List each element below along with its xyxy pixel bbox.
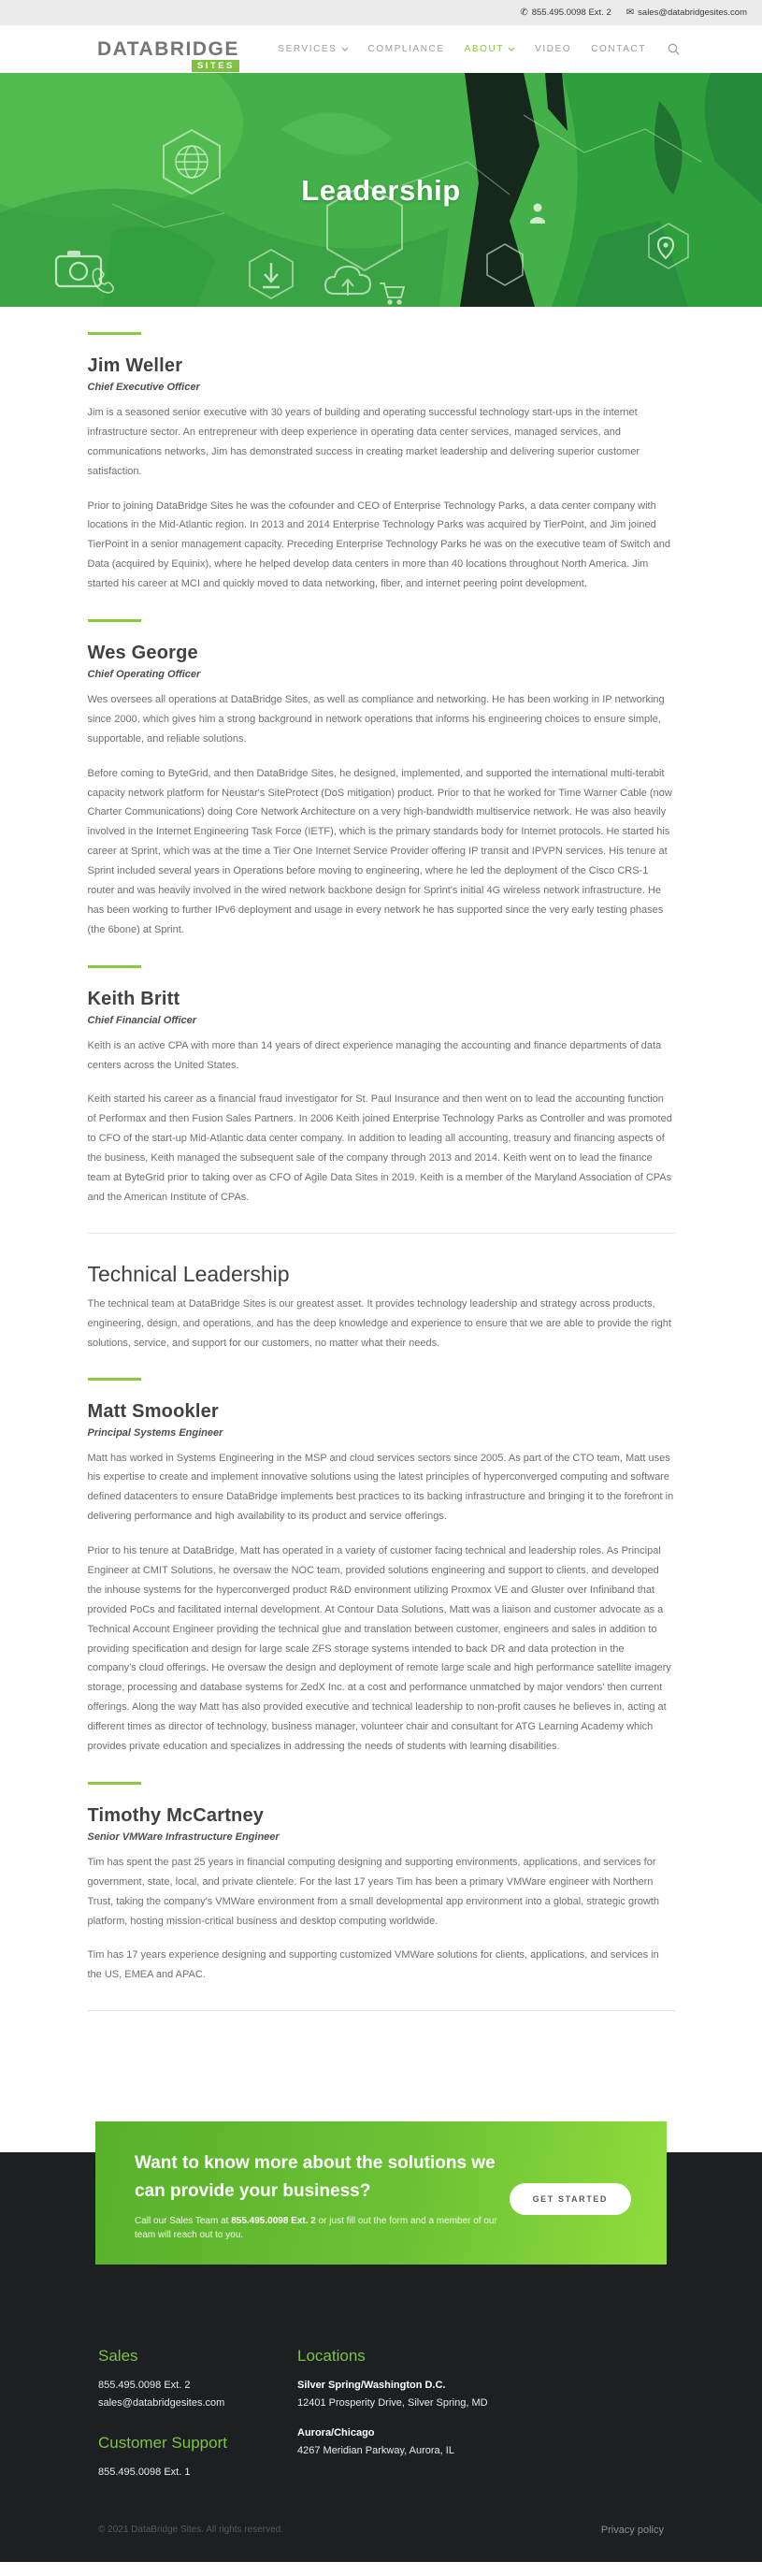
location-name: Silver Spring/Washington D.C. [297, 2380, 446, 2392]
nav-contact[interactable]: CONTACT [591, 44, 646, 54]
footer-contact-column [98, 2347, 297, 2482]
leader-name: Keith Britt [87, 988, 180, 1009]
leader-name: Wes George [87, 643, 198, 664]
leadership-content [88, 307, 675, 2121]
customer-support-heading: Customer Support [98, 2433, 227, 2452]
location-name: Aurora/Chicago [297, 2426, 375, 2439]
technical-leadership-heading: Technical Leadership [87, 1261, 290, 1286]
cta-heading: Want to know more about the solutions we can provide your business? [135, 2153, 496, 2201]
bio-paragraph: Prior to his tenure at DataBridge, Matt has operated in a variety of customer facing technical and leadership roles. As Principal Engineer at CMIT Solutions, he oversaw the NOC team, provided solutions engineering and support to clients, and developed the inhouse systems for the hyperconverged product R&D environment utilizing Proxmox VE and Gluster over Infiniband that provided PoCs and facilitated internal development. At Contour Data Solutions, Matt was a liaison and customer advocate as a Technical Account Engineer providing the technical glue and translation between customer, engineers and sales in addition to providing specification and design for large scale ZFS storage systems intended to back DR and data protection in the company's cloud offerings. He oversaw the design and deployment of remote large scale and high performance satellite imagery storage, processing and database systems for ZedX Inc. at a cost and performance unmatched by major vendors' then current offerings. Along the way Matt has also provided executive and technical leadership to non-profit causes he believes in, acting at different times as director of technology, business manager, volunteer chair and consultant for ATG Learning Academy which provides private education and specializes in addressing the needs of students with learning disabilities. [87, 1545, 671, 1752]
search-icon[interactable] [668, 43, 680, 55]
copyright-text: © 2021 DataBridge Sites. All rights reserved. [98, 2525, 284, 2536]
nav-services[interactable]: SERVICES [278, 44, 348, 54]
accent-line [88, 1378, 141, 1381]
accent-line [88, 332, 141, 335]
cta-banner [95, 2121, 667, 2265]
bio-paragraph: Jim is a seasoned senior executive with 30 years of building and operating successful technology start-ups in the internet infrastructure sector. An entrepreneur with deep experience in operating data center services, managed services, and communications networks, Jim has demonstrated success in creating market leadership and delivering superior customer satisfaction. [87, 407, 640, 477]
bio-keith-britt [88, 965, 675, 1208]
sales-email-link[interactable]: sales@databridgesites.com [98, 2397, 225, 2410]
bio-paragraph: Wes oversees all operations at DataBridge Sites, as well as compliance and networking. He has been working in IP networking since 2000, which gives him a strong background in network operations that informs his engineering choices to ensure simple, supportable, and reliable solutions. [87, 694, 665, 745]
nav-about[interactable]: ABOUT [465, 44, 515, 54]
bio-paragraph: Tim has spent the past 25 years in financial computing designing and supporting environments, applications, and services for government, state, local, and private clientele. For the last 17 years Tim has been a primary VMWare engineer with Northern Trust, taking the company's VMWare environment from a small developmental app environment into a global, strategic growth platform, hosting mission-critical business and desktop computing worldwide. [87, 1856, 659, 1927]
logo-secondary-text: SITES [192, 60, 239, 72]
section-divider [88, 1233, 675, 1234]
topbar-email-link[interactable] [626, 7, 747, 18]
location-address: 4267 Meridian Parkway, Aurora, IL [297, 2444, 454, 2456]
chevron-down-icon [508, 44, 515, 54]
leader-name: Timothy McCartney [87, 1804, 265, 1826]
bio-timothy-mccartney [88, 1782, 675, 1985]
bio-paragraph: Tim has 17 years experience designing and supporting customized VMWare solutions for clients, applications, and services in the US, EMEA and APAC. [87, 1949, 659, 1981]
nav-compliance[interactable]: COMPLIANCE [367, 44, 445, 54]
email-icon: ✉ [625, 7, 635, 18]
leader-title: Chief Financial Officer [87, 1014, 197, 1026]
cta-text [135, 2149, 509, 2242]
section-divider [88, 2010, 675, 2011]
get-started-button[interactable]: GET STARTED [510, 2183, 631, 2215]
location-address: 12401 Prosperity Drive, Silver Spring, MD [297, 2397, 488, 2410]
leader-title: Principal Systems Engineer [87, 1426, 223, 1439]
bio-wes-george [88, 619, 675, 940]
nav-video[interactable]: VIDEO [535, 44, 572, 54]
leader-name: Jim Weller [87, 355, 183, 376]
accent-line [88, 965, 141, 968]
logo-primary-text: DATABRIDGE [97, 37, 239, 60]
bio-paragraph: Keith started his career as a financial fraud investigator for St. Paul Insurance and then went on to lead the accounting function of Performax and then Fusion Sales Partners. In 2006 Keith joined Enterprise Technology Parks as Controller and was promoted to CFO of the start-up Mid-Atlantic data center company. In addition to leading all accounting, treasury and financing aspects of the business, Keith managed the subsequent sale of the company through 2013 and 2014. Keith went on to lead the finance team at ByteGrid prior to taking over as CFO of Agile Data Sites in 2019. Keith is a member of the Maryland Association of CPAs and the American Institute of CPAs. [87, 1093, 672, 1203]
footer-locations-column [297, 2347, 488, 2482]
site-footer [0, 2152, 762, 2562]
privacy-policy-link[interactable]: Privacy policy [600, 2524, 664, 2536]
phone-icon: ✆ [520, 7, 528, 18]
cta-subtext: Call our Sales Team at 855.495.0098 Ext. 2 or just fill out the form and a member of our team will reach out to you. [135, 2216, 497, 2241]
technical-leadership-text: The technical team at DataBridge Sites is our greatest asset. It provides technology leadership and strategy across products, engineering, design, and operations, and has the deep knowledge and experience to ensure that we are able to provide the right solutions, service, and support for our customers, no matter what their needs. [87, 1297, 671, 1349]
leader-name: Matt Smookler [87, 1400, 219, 1422]
topbar-phone-link[interactable] [520, 7, 611, 18]
site-header [0, 25, 762, 73]
bio-paragraph: Prior to joining DataBridge Sites he was the cofounder and CEO of Enterprise Technology Parks, a data center company with locations in the Mid-Atlantic region. In 2013 and 2014 Enterprise Technology Parks was acquired by TierPoint, and Jim joined TierPoint in a senior management capacity. Preceding Enterprise Technology Parks he was on the executive team of Switch and Data (acquired by Equinix), where he helped develop data centers in more than 40 locations throughout North America. Jim started his career at MCI and quickly moved to data networking, fiber, and internet peering point development. [87, 499, 670, 590]
topbar-phone-text: 855.495.0098 Ext. 2 [531, 7, 611, 18]
footer-columns [0, 2295, 762, 2482]
topbar-email-text: sales@databridgesites.com [638, 7, 747, 18]
chevron-down-icon [341, 44, 349, 54]
support-phone: 855.495.0098 Ext. 1 [98, 2466, 191, 2478]
footer-bottom-bar [0, 2482, 762, 2545]
sales-phone: 855.495.0098 Ext. 2 [98, 2380, 191, 2392]
bio-paragraph: Keith is an active CPA with more than 14 years of direct experience managing the accounting and finance departments of data centers across the United States. [87, 1039, 662, 1071]
logo[interactable] [97, 39, 239, 72]
leader-title: Senior VMWare Infrastructure Engineer [87, 1831, 280, 1843]
bio-jim-weller [88, 332, 675, 594]
leader-title: Chief Operating Officer [87, 669, 201, 681]
technical-leadership-intro [88, 1262, 675, 1353]
sales-heading: Sales [98, 2347, 138, 2366]
topbar [0, 0, 762, 25]
leader-title: Chief Executive Officer [87, 382, 200, 393]
locations-heading: Locations [297, 2347, 366, 2366]
bio-paragraph: Matt has worked in Systems Engineering in the MSP and cloud services sectors since 2005. As part of the CTO team, Matt uses his expertise to create and implement innovative solutions using the latest principles of hyperconverged computing and software defined datacenters to ensure DataBridge implements best practices to its backing infrastructure and bringing it to the forefront in delivering performance and high availability to its product and service offerings. [87, 1452, 674, 1523]
accent-line [88, 1782, 141, 1785]
bio-paragraph: Before coming to ByteGrid, and then DataBridge Sites, he designed, implemented, and supported the international multi-terabit capacity network platform for Neustar's SiteProtect (DoS mitigation) product. Prior to that he worked for Time Warner Cable (now Charter Communications) doing Core Network Architecture on a very high-bandwidth multiservice network. He was also heavily involved in the Internet Engineering Task Force (IETF), which is the primary standards body for Internet protocols. He started his career at Sprint, which was at the time a Tier One Internet Service Provider offering IP transit and IPVPN services. His tenure at Sprint included several years in Operations before moving to engineering, where he led the deployment of the Cisco CRS-1 router and was heavily involved in the wired network backbone design for Sprint's initial 4G wireless network infrastructure. He has been working to further IPv6 deployment and usage in every network he has supported since the very early testing phases (the 6bone) at Sprint. [87, 767, 672, 935]
bottom-whitespace [0, 2562, 762, 2576]
page-title: Leadership [301, 174, 461, 207]
main-nav [278, 43, 680, 55]
accent-line [88, 619, 141, 622]
bio-matt-smookler [88, 1378, 675, 1757]
cta-phone: 855.495.0098 Ext. 2 [231, 2216, 316, 2227]
hero-banner [0, 73, 762, 307]
